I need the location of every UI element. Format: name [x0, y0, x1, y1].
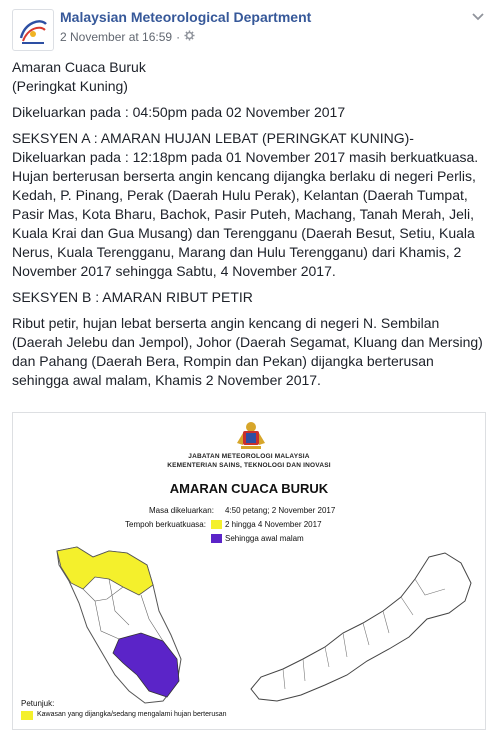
legend-heading: Petunjuk:: [21, 699, 55, 708]
title-line-2: (Peringkat Kuning): [12, 78, 128, 94]
warning-map-image[interactable]: [12, 412, 486, 730]
image-warning-title: AMARAN CUACA BURUK: [169, 481, 329, 496]
meta-separator: ·: [176, 30, 181, 44]
issued-line: Dikeluarkan pada : 04:50pm pada 02 November 2017: [12, 104, 346, 120]
post-meta: [60, 30, 195, 44]
section-b-body: Ribut petir, hujan lebat berserta angin kencang di negeri N. Sembilan (Daerah Jelebu dan Jempol), Johor (Daerah Segamat, Kluang dan Mersing) dan Pahang (Daerah Bera, Rompin dan Pekan) dijangka berterusan sehingga awal malam, Khamis 2 November 2017.: [12, 315, 483, 388]
gear-icon[interactable]: [184, 30, 195, 44]
legend-yellow-swatch: [21, 711, 33, 720]
purple-legend-value: Sehingga awal malam: [225, 534, 304, 543]
legend-item-text: Kawasan yang dijangka/sedang mengalami hujan berterusan: [37, 711, 227, 718]
met-logo-icon: [13, 10, 53, 50]
east-malaysia-map: [239, 549, 479, 714]
yellow-swatch: [211, 520, 222, 529]
ministry-name: KEMENTERIAN SAINS, TEKNOLOGI DAN INOVASI: [167, 462, 331, 469]
section-a-body: Hujan berterusan berserta angin kencang dijangka berlaku di negeri Perlis, Kedah, P. Pinang, Perak (Daerah Hulu Perak), Kelantan (Daerah Tumpat, Pasir Mas, Kota Bharu, Bachok, Pasir Puteh, Machang, Tanah Merah, Jeli, Kuala Krai dan Gua Musang) dan Terengganu (Daerah Besut, Setiu, Kuala Nerus, Kuala Terengganu, Marang dan Hulu Terengganu) dari Khamis, 2 November 2017 sehingga Sabtu, 4 November 2017.: [12, 168, 476, 279]
peninsular-malaysia-map: [49, 541, 189, 706]
title-line-1: Amaran Cuaca Buruk: [12, 59, 146, 75]
issued-label: Masa dikeluarkan:: [149, 506, 214, 515]
malaysia-crest-icon: [233, 419, 269, 451]
section-a-heading: SEKSYEN A : AMARAN HUJAN LEBAT (PERINGKAT KUNING)- Dikeluarkan pada : 12:18pm pada 01 November 2017 masih berkuatkuasa.: [12, 130, 479, 165]
yellow-legend-value: 2 hingga 4 November 2017: [225, 520, 322, 529]
chevron-down-icon[interactable]: [472, 10, 484, 24]
page-avatar[interactable]: [12, 9, 54, 51]
page-name-link[interactable]: Malaysian Meteorological Department: [60, 9, 312, 25]
post-timestamp[interactable]: 2 November at 16:59: [60, 30, 173, 44]
section-b-heading: SEKSYEN B : AMARAN RIBUT PETIR: [12, 289, 253, 305]
agency-name: JABATAN METEOROLOGI MALAYSIA: [188, 453, 310, 460]
validity-label: Tempoh berkuatkuasa:: [125, 520, 206, 529]
post-text: [12, 58, 488, 397]
purple-swatch: [211, 534, 222, 543]
issued-value: 4:50 petang; 2 November 2017: [225, 506, 336, 515]
